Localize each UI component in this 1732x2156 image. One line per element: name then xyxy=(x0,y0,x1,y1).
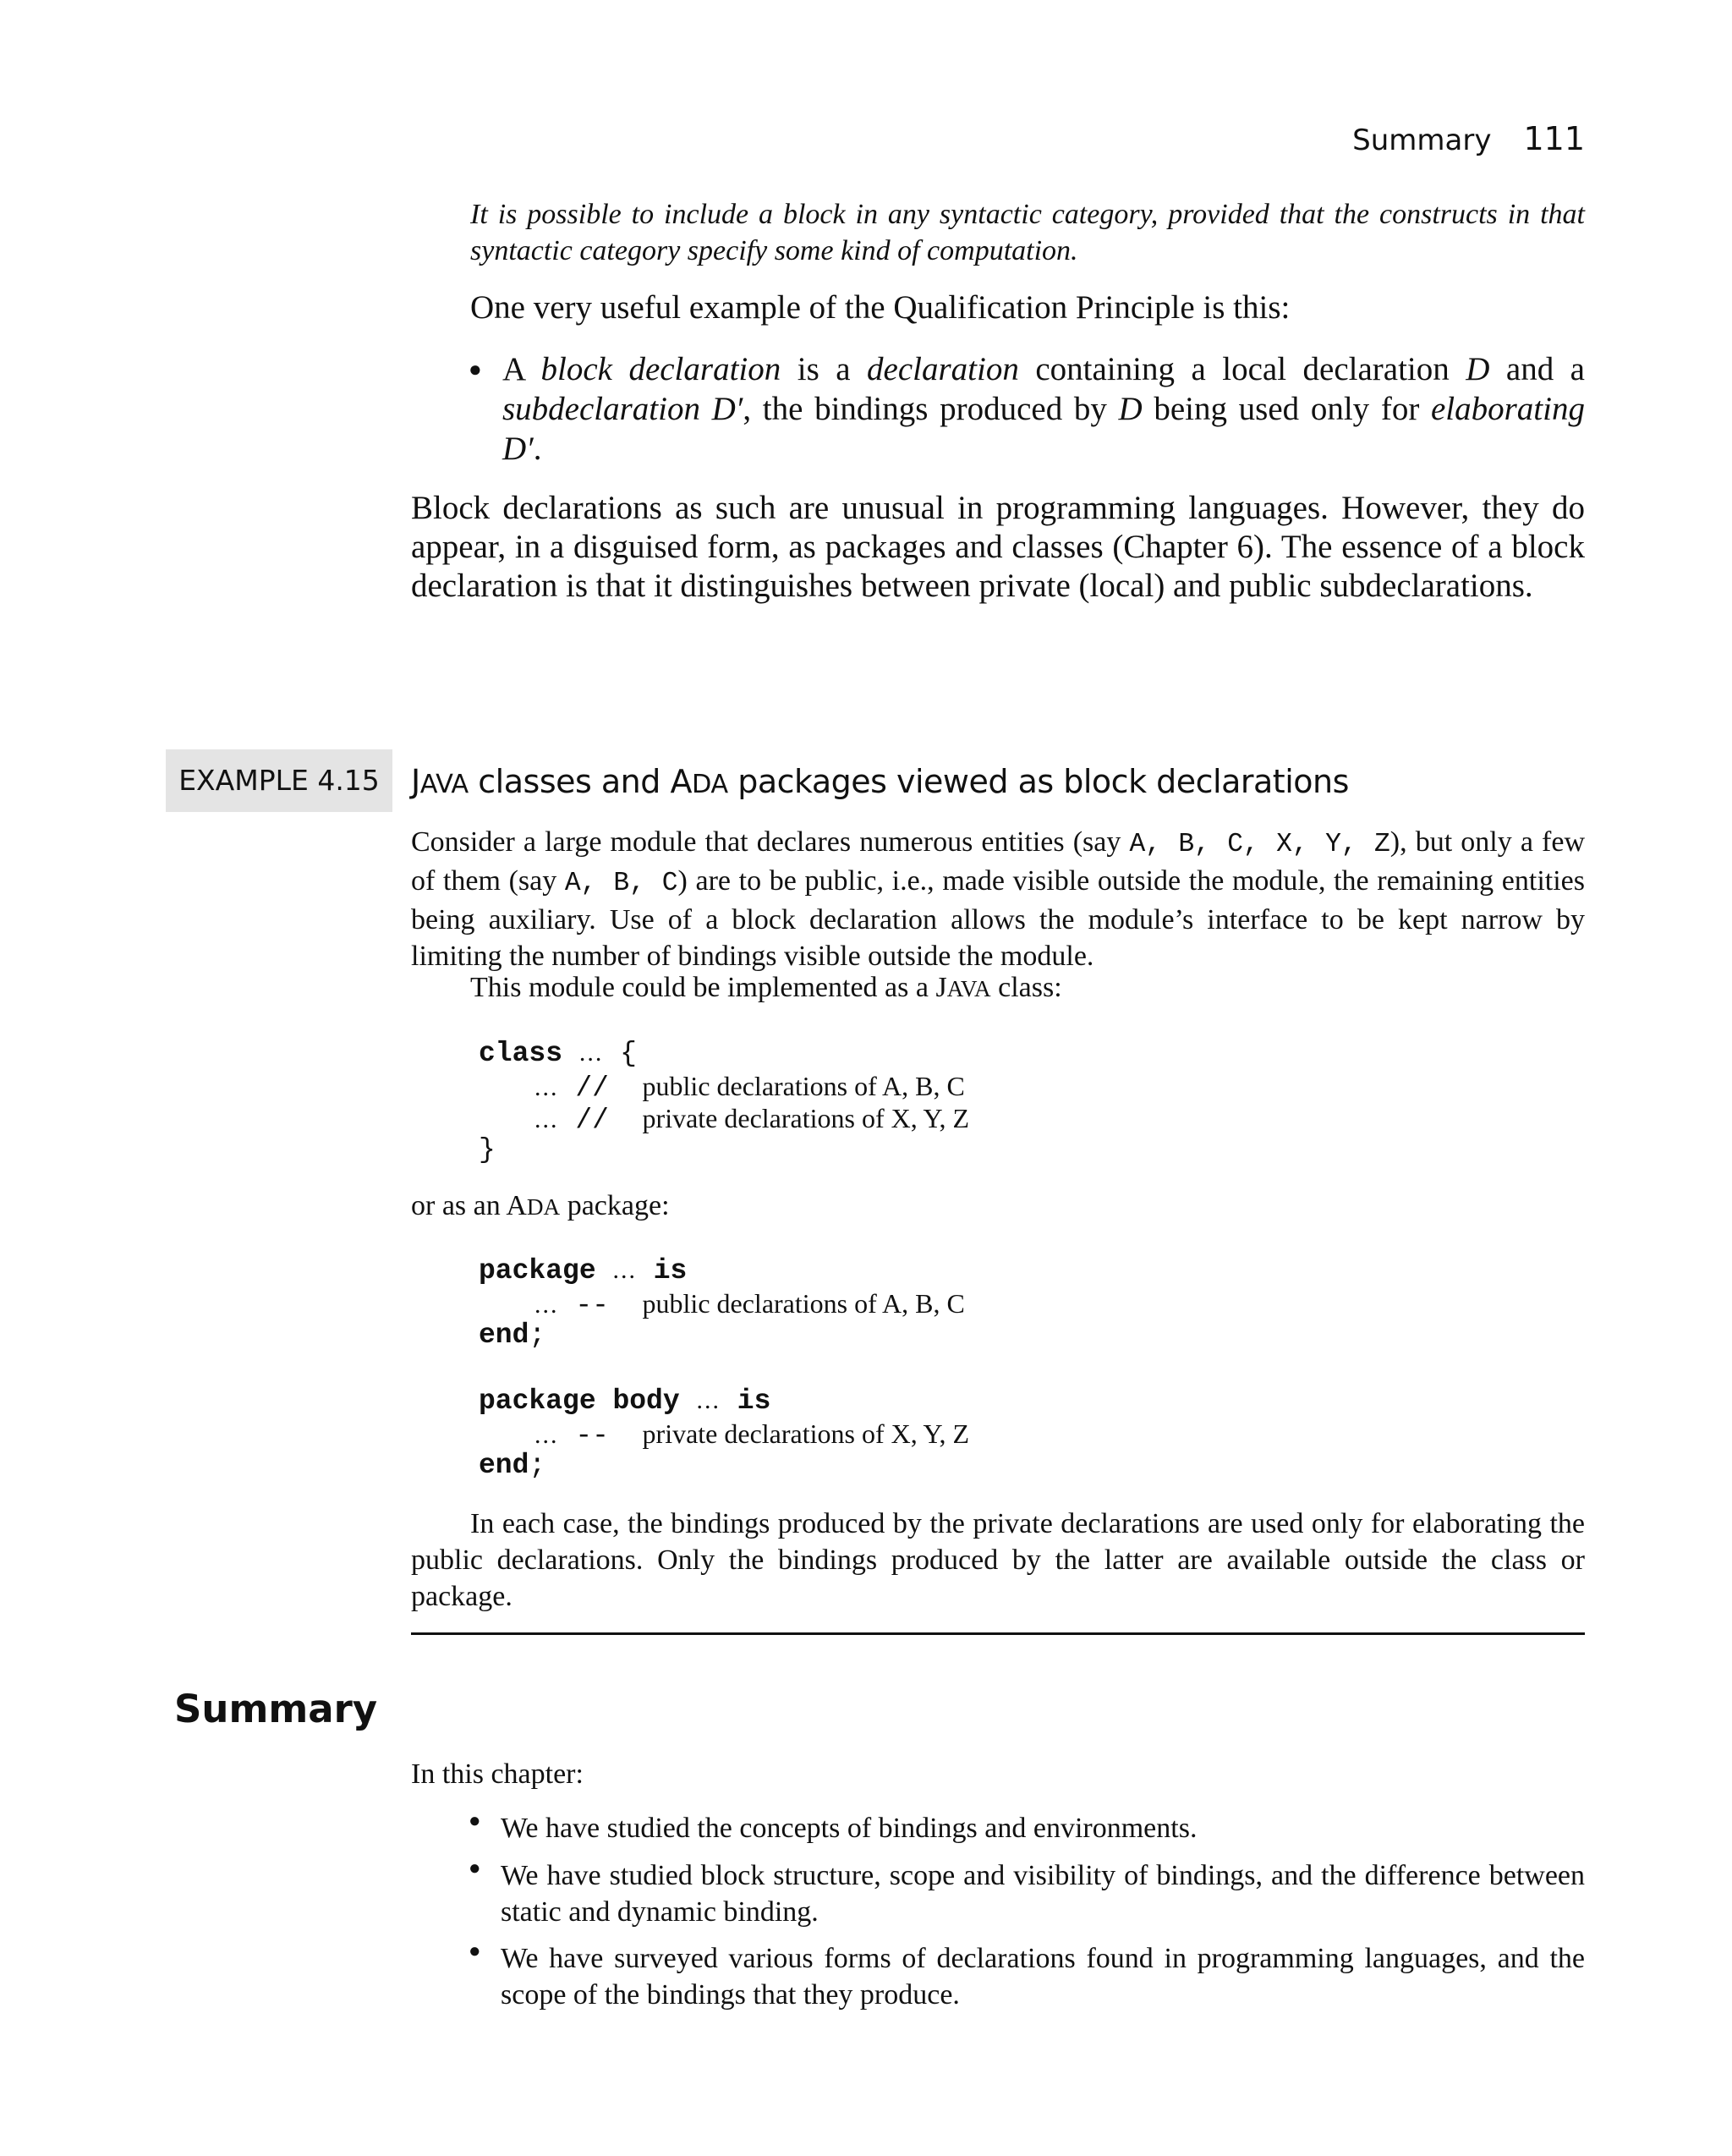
summary-item: We have surveyed various forms of declarations found in programming languages, and the scope of the bindings that they produce. xyxy=(501,1943,1585,2011)
term-declaration: declaration xyxy=(867,351,1019,387)
term-subdeclaration: subdeclaration D′ xyxy=(502,391,743,427)
running-head-section: Summary xyxy=(1352,123,1492,157)
example-tag: EXAMPLE 4.15 xyxy=(166,749,392,812)
code-line: ... // private declarations of X, Y, Z xyxy=(534,1103,970,1136)
block-declarations-paragraph: Block declarations as such are unusual in programming languages. However, they do appear, in a disguised form, as packages and classes (Chapter 6). The essence of a block declaration is that it distinguishes between private (local) and public subdeclarations. xyxy=(411,490,1585,604)
page-number: 111 xyxy=(1523,120,1585,157)
running-head xyxy=(1319,120,1585,159)
bullet-icon: ● xyxy=(469,357,482,381)
java-intro: This module could be implemented as a JAVA class: xyxy=(470,972,1062,1003)
bullet-icon: ● xyxy=(469,1810,481,1832)
summary-item: We have studied the concepts of bindings and environments. xyxy=(501,1813,1198,1844)
example-title: JAVA classes and ADA packages viewed as block declarations xyxy=(411,763,1349,800)
summary-intro: In this chapter: xyxy=(411,1758,584,1790)
term-block-declaration: block declaration xyxy=(540,351,781,387)
code-line: ... // public declarations of A, B, C xyxy=(534,1071,965,1104)
code-line: end; xyxy=(479,1319,546,1351)
entities-public: A, B, C xyxy=(564,869,678,898)
ada-intro: or as an ADA package: xyxy=(411,1190,670,1221)
example-paragraph: Consider a large module that declares numerous entities (say A, B, C, X, Y, Z), but only a few of them (say A, B, C) are to be public, i.e., made visible outside the module, the remaining entities being auxiliary. Use of a block declaration allows the module’s interface to be kept narrow by limiting the number of bindings visible outside the module. xyxy=(411,826,1585,972)
summary-heading: Summary xyxy=(174,1687,378,1731)
bullet-icon: ● xyxy=(469,1940,481,1962)
code-line: package body ... is xyxy=(479,1385,771,1417)
code-line: end; xyxy=(479,1450,546,1481)
entities-all: A, B, C, X, Y, Z xyxy=(1129,830,1390,859)
qualification-bullet-text: A block declaration is a declaration containing a local declaration D and a subdeclaration D′, the bindings produced by D being used only for elaborating D′. xyxy=(502,351,1585,467)
code-line: class ... { xyxy=(479,1038,637,1069)
code-line: } xyxy=(479,1134,496,1166)
code-line: package ... is xyxy=(479,1255,688,1286)
example-closing-paragraph: In each case, the bindings produced by the private declarations are used only for elaborating the public declarations. Only the bindings produced by the latter are available outside the class or package. xyxy=(411,1508,1585,1612)
code-line: ... -- public declarations of A, B, C xyxy=(534,1288,965,1321)
bullet-icon: ● xyxy=(469,1857,481,1879)
example-end-rule xyxy=(411,1632,1585,1635)
code-line: ... -- private declarations of X, Y, Z xyxy=(534,1418,970,1451)
summary-item: We have studied block structure, scope and visibility of bindings, and the difference between static and dynamic binding. xyxy=(501,1860,1585,1928)
italic-principle-paragraph: It is possible to include a block in any syntactic category, provided that the constructs in that syntactic category specify some kind of computation. xyxy=(470,199,1585,266)
term-elaborating: elaborating D′ xyxy=(502,391,1585,467)
qualification-intro: One very useful example of the Qualification Principle is this: xyxy=(470,289,1291,326)
